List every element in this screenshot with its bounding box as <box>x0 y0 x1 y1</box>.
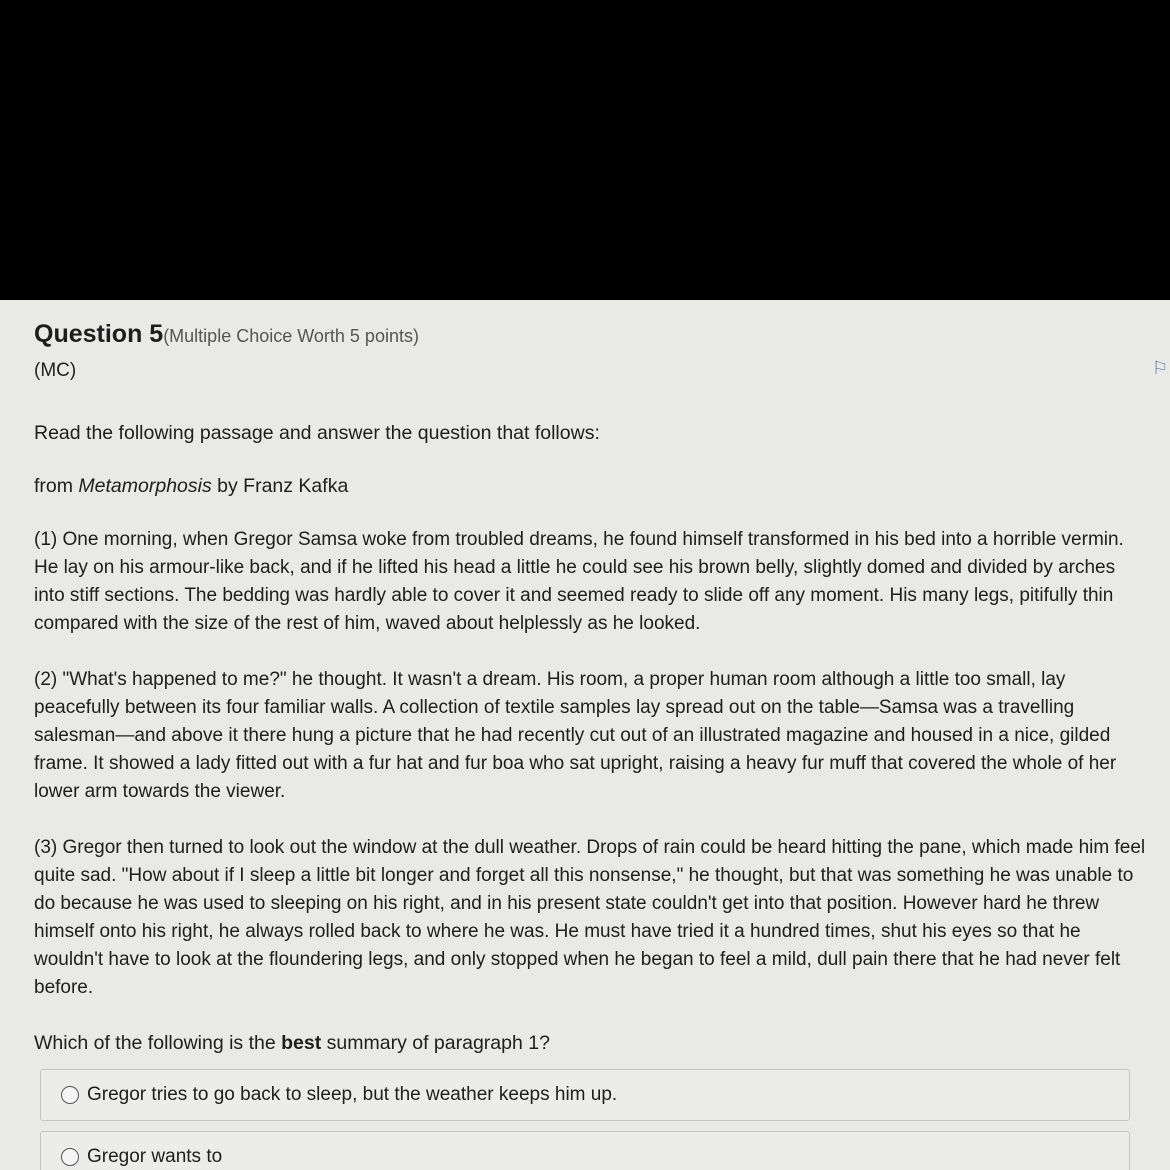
prompt-end: summary of paragraph 1? <box>321 1032 550 1054</box>
passage-paragraph-2: (2) "What's happened to me?" he thought. It wasn't a dream. His room, a proper human room although a little too small, lay peacefully between its four familiar walls. A collection of textile samples lay spread out on the table—Samsa was a travelling salesman—and above it there hung a picture that he had recently cut out of an illustrated magazine and housed in a nice, gilded frame. It showed a lady fitted out with a fur hat and fur boa who sat upright, raising a heavy fur muff that covered the whole of her lower arm towards the viewer. <box>34 669 1117 802</box>
passage-paragraph-3: (3) Gregor then turned to look out the window at the dull weather. Drops of rain could be heard hitting the pane, which made him feel quite sad. "How about if I sleep a little bit longer and forget all this nonsense," he thought, but that was something he was unable to do because he was used to sleeping on his right, and in his present state couldn't get into that position. However hard he threw himself onto his right, he always rolled back to where he was. He must have tried it a hundred times, shut his eyes so that he wouldn't have to look at the floundering legs, and only stopped when he began to feel a mild, dull pain there that he had never felt before. <box>34 837 1146 998</box>
question-title: Question 5 <box>34 320 164 348</box>
question-type: (MC) <box>34 360 77 381</box>
answer-option-1[interactable] <box>40 1069 1130 1121</box>
source-prefix: from <box>34 475 79 497</box>
radio-button[interactable] <box>61 1086 79 1104</box>
radio-button[interactable] <box>61 1148 79 1166</box>
question-header <box>34 314 1154 358</box>
passage-paragraph-1: (1) One morning, when Gregor Samsa woke from troubled dreams, he found himself transformed in his bed into a horrible vermin. He lay on his armour-like back, and if he lifted his head a little he could see his brown belly, slightly domed and divided by arches into stiff sections. The bedding was hardly able to cover it and seemed ready to slide off any moment. His many legs, pitifully thin compared with the size of the rest of him, waved about helplessly as he looked. <box>34 529 1124 634</box>
question-points: (Multiple Choice Worth 5 points) <box>163 326 419 346</box>
question-panel <box>34 314 1154 1170</box>
flag-icon[interactable]: ⚐ <box>1152 358 1169 379</box>
answer-option-label: Gregor wants to <box>87 1146 223 1167</box>
answer-option-2[interactable] <box>40 1131 1130 1170</box>
screen <box>0 300 1170 1170</box>
question-prompt <box>34 1032 1154 1055</box>
source-author: by Franz Kafka <box>211 475 349 497</box>
passage-source <box>34 475 1154 498</box>
prompt-start: Which of the following is the <box>34 1032 282 1054</box>
source-title: Metamorphosis <box>78 475 212 497</box>
answer-option-label: Gregor tries to go back to sleep, but the weather keeps him up. <box>87 1084 618 1105</box>
instructions: Read the following passage and answer the question that follows: <box>34 422 600 444</box>
prompt-emphasis: best <box>281 1032 322 1054</box>
